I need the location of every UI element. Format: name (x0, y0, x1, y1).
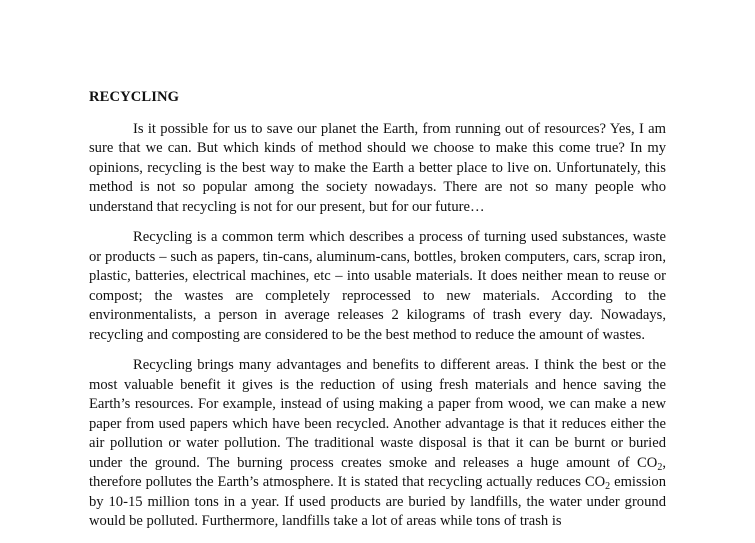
co2-subscript-2: 2 (605, 481, 611, 492)
document-title: RECYCLING (89, 89, 180, 105)
paragraph-3-text-a: Recycling brings many advantages and benefits to different areas. I think the best or the most valuable benefit it gives is the reduction of using fresh materials and hence saving the Earth’s resources. For example, instead of using making a paper from wood, we can make a new paper from used papers which have been recycled. Another advantage is that it reduces either the air pollution or water pollution. The traditional waste disposal is that it can be burnt or buried under the ground. The burning process creates smoke and releases a huge amount of CO (89, 357, 666, 471)
paragraph-3-text-c: emission by 10-15 million tons in a year. If used products are buried by landfills, the water under ground would be polluted. Furthermore, landfills take a lot of areas while tons of trash is (89, 474, 666, 529)
paragraph-3-text-b: , therefore pollutes the Earth’s atmosphere. It is stated that recycling actually reduces CO (89, 454, 666, 490)
paragraph-3 (89, 356, 666, 532)
document-page (89, 88, 666, 543)
paragraph-1: Is it possible for us to save our planet the Earth, from running out of resources? Yes, I am sure that we can. But which kinds of method should we choose to make this come true? In my opinions, recycling is the best way to make the Earth a better place to live on. Unfortunately, this method is not so popular among the society nowadays. There are not so many people who understand that recycling is not for our present, but for our future… (89, 120, 666, 215)
paragraph-2: Recycling is a common term which describes a process of turning used substances, waste or products – such as papers, tin-cans, aluminum-cans, bottles, broken computers, cars, scrap iron, plastic, batteries, electrical machines, etc – into usable materials. It does neither mean to reuse or compost; the wastes are completely reprocessed to new materials. According to the environmentalists, a person in average releases 2 kilograms of trash every day. Nowadays, recycling and composting are considered to be the best method to reduce the amount of wastes. (89, 229, 666, 343)
co2-subscript-1: 2 (657, 461, 663, 473)
